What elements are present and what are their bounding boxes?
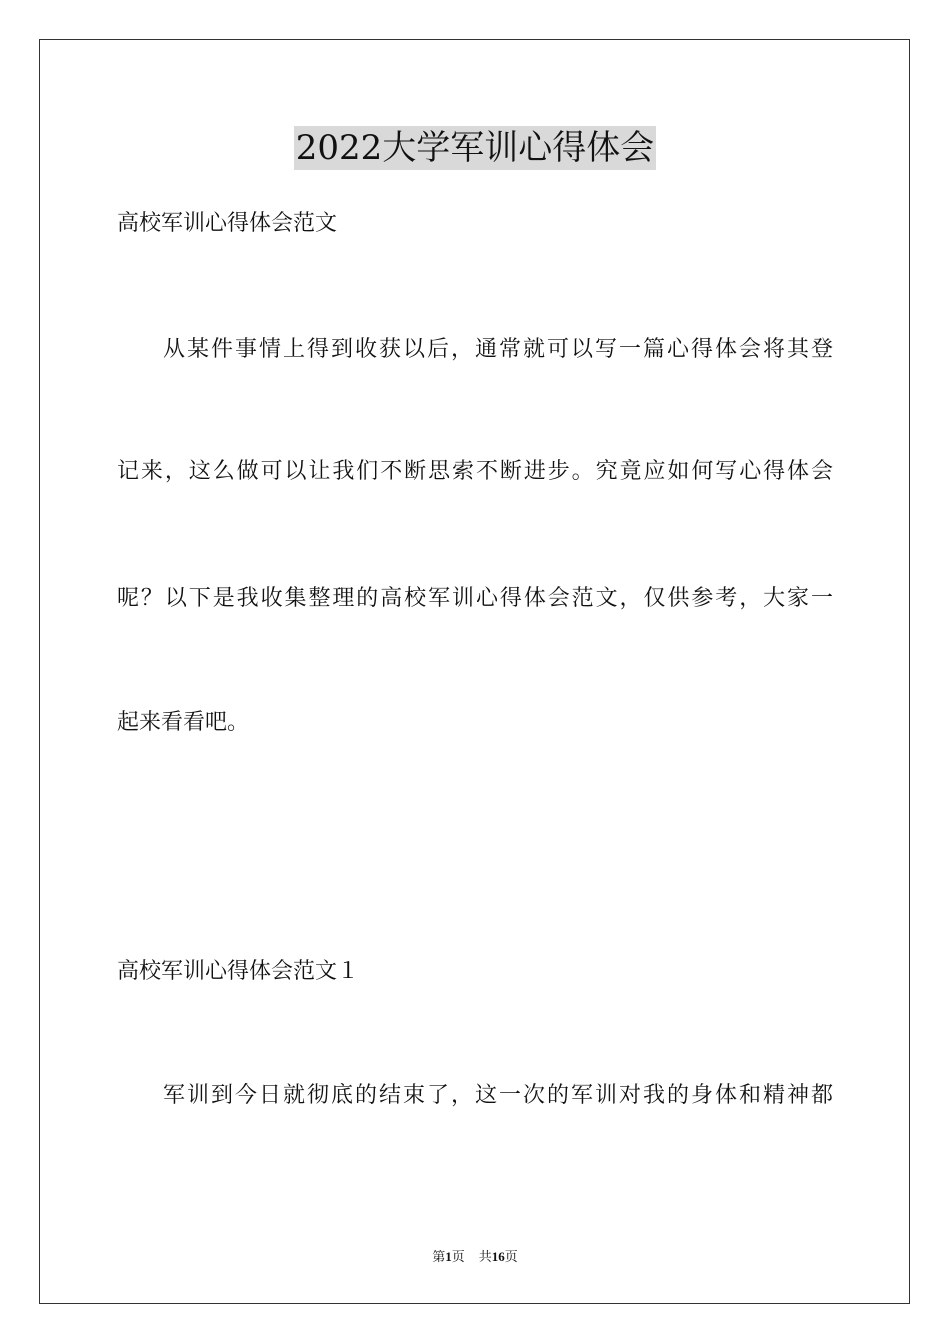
intro-heading: 高校军训心得体会范文 <box>117 211 338 236</box>
title-wrap <box>0 126 950 170</box>
section-paragraph-line: 军训到今日就彻底的结束了，这一次的军训对我的身体和精神都 <box>163 1083 833 1108</box>
footer-page-current: 1 <box>445 1249 452 1264</box>
intro-paragraph-line: 呢？以下是我收集整理的高校军训心得体会范文，仅供参考，大家一 <box>117 586 833 611</box>
intro-paragraph-line: 记来，这么做可以让我们不断思索不断进步。究竟应如何写心得体会 <box>117 459 833 484</box>
footer-page-prefix: 第 <box>432 1249 446 1264</box>
intro-paragraph-line: 起来看看吧。 <box>117 710 250 735</box>
footer-total-unit: 页 <box>504 1249 518 1264</box>
document-title: 2022大学军训心得体会 <box>295 128 655 168</box>
footer-page-total: 16 <box>491 1249 505 1264</box>
footer-total-prefix: 共 <box>478 1249 492 1264</box>
intro-paragraph-line: 从某件事情上得到收获以后，通常就可以写一篇心得体会将其登 <box>163 337 833 362</box>
section-heading: 高校军训心得体会范文１ <box>117 959 360 984</box>
page-footer <box>0 1248 950 1266</box>
footer-page-unit: 页 <box>451 1249 465 1264</box>
